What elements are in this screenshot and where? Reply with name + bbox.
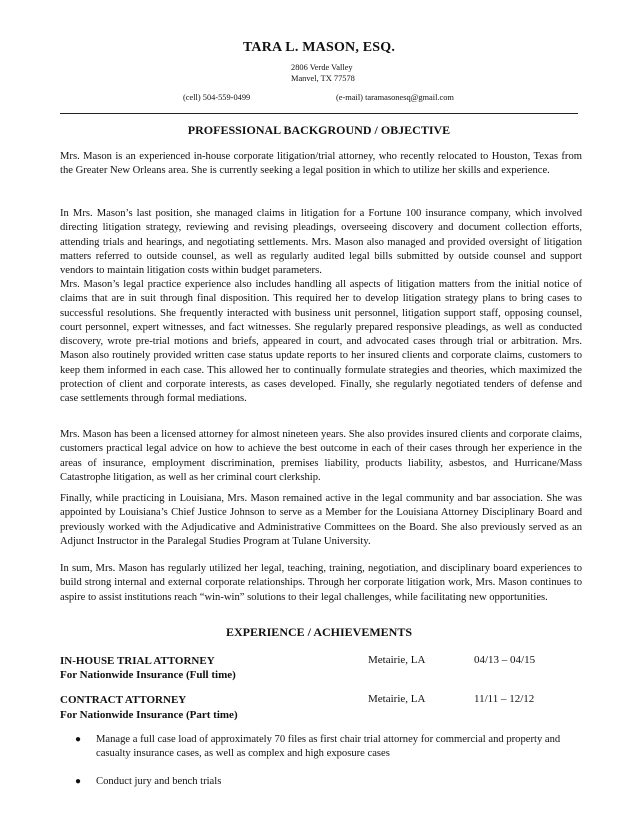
header-divider	[60, 113, 578, 114]
job-title: CONTRACT ATTORNEY	[60, 694, 187, 706]
background-paragraph: In Mrs. Mason’s last position, she managed claims in litigation for a Fortune 100 insurance company, which involved directing litigation strategy, reviewing and revising pleadings, overseeing discovery and document collection efforts, attending trials and hearings, and negotiating settlements. Mrs. Mason also managed and provided oversight of litigation matters referred to outside counsel, as well as regularly audited legal bills submitted by outside counsel and support vendors to maintain litigation costs within budget parameters.	[60, 208, 582, 277]
job-company: For Nationwide Insurance (Full time)	[60, 669, 236, 681]
job-title: IN-HOUSE TRIAL ATTORNEY	[60, 655, 215, 667]
cell-phone: (cell) 504-559-0499	[183, 93, 251, 102]
background-paragraph: Mrs. Mason is an experienced in-house corporate litigation/trial attorney, who recently relocated to Houston, Texas from the Greater New Orleans area. She is currently seeking a legal position in which to utilize her skills and experience.	[60, 151, 582, 177]
job-dates: 04/13 – 04/15	[474, 654, 536, 666]
background-paragraph: In sum, Mrs. Mason has regularly utilized her legal, teaching, training, negotiation, and disciplinary board experiences to build strong internal and external corporate relationships. Through her corporate litigation work, Mrs. Mason continues to aspire to assist institutions reach “win-win” solutions to their legal challenges, while facilitating new opportunities.	[60, 563, 582, 603]
job-location: Metairie, LA	[368, 654, 426, 666]
section-title-experience: EXPERIENCE / ACHIEVEMENTS	[225, 625, 413, 639]
background-paragraph: Finally, while practicing in Louisiana, Mrs. Mason remained active in the legal community and bar association. She was appointed by Louisiana’s Chief Justice Johnson to serve as a Member for the Louisiana Attorney Disciplinary Board and previously worked with the Adjudicative and Administrative Committees on the Board. She also previously served as an Adjunct Instructor in the Paralegal Studies Program at Tulane University.	[60, 493, 582, 547]
email-address: (e-mail) taramasonesq@gmail.com	[336, 93, 454, 102]
achievement-item	[60, 733, 582, 762]
background-paragraph: Mrs. Mason’s legal practice experience also includes handling all aspects of litigation matters from the initial notice of claims that are in suit through final disposition. This required her to develop litigation strategy plans to bring cases to successful resolutions. She frequently interacted with business unit personnel, litigation support staff, opposing counsel, court personnel, expert witnesses, and fact witnesses. She regularly prepared responsive pleadings, as well as conducted discovery, wrote pre-trial motions and briefs, appeared in court, and advocated cases through trial or arbitration. Mrs. Mason also routinely provided written case status update reports to her insured clients and corporate claims, customers to keep them informed in each case. This allowed her to continually formulate strategies and theories, which maximized the protection of client and corporate interests, as cases developed. Finally, she regularly negotiated tenders of defense and case settlements through formal mediations.	[60, 279, 582, 405]
bullet-icon: ●	[75, 734, 82, 745]
achievement-text: Manage a full case load of approximately 70 files as first chair trial attorney for commercial and property and casualty insurance cases, as well as complex and high exposure cases	[96, 734, 561, 760]
address-line-1: 2806 Verde Valley	[291, 63, 353, 72]
bullet-icon: ●	[75, 775, 82, 787]
achievement-item	[60, 775, 582, 789]
achievement-list	[60, 733, 582, 802]
address-line-2: Manvel, TX 77578	[291, 74, 355, 83]
background-paragraph: Mrs. Mason has been a licensed attorney for almost nineteen years. She also provides insured clients and corporate claims, customers practical legal advice on how to achieve the best outcome in each of their cases through her experience in the areas of insurance, employment discrimination, premises liability, products liability, asbestos, and Hurricane/Mass Catastrophe litigation, as well as her criminal court clerkship.	[60, 429, 582, 483]
achievement-text: Conduct jury and bench trials	[96, 775, 222, 787]
job-company: For Nationwide Insurance (Part time)	[60, 709, 238, 721]
candidate-name: TARA L. MASON, ESQ.	[242, 40, 396, 55]
job-dates: 11/11 – 12/12	[474, 693, 535, 705]
job-location: Metairie, LA	[368, 693, 426, 705]
section-title-background: PROFESSIONAL BACKGROUND / OBJECTIVE	[187, 123, 451, 137]
